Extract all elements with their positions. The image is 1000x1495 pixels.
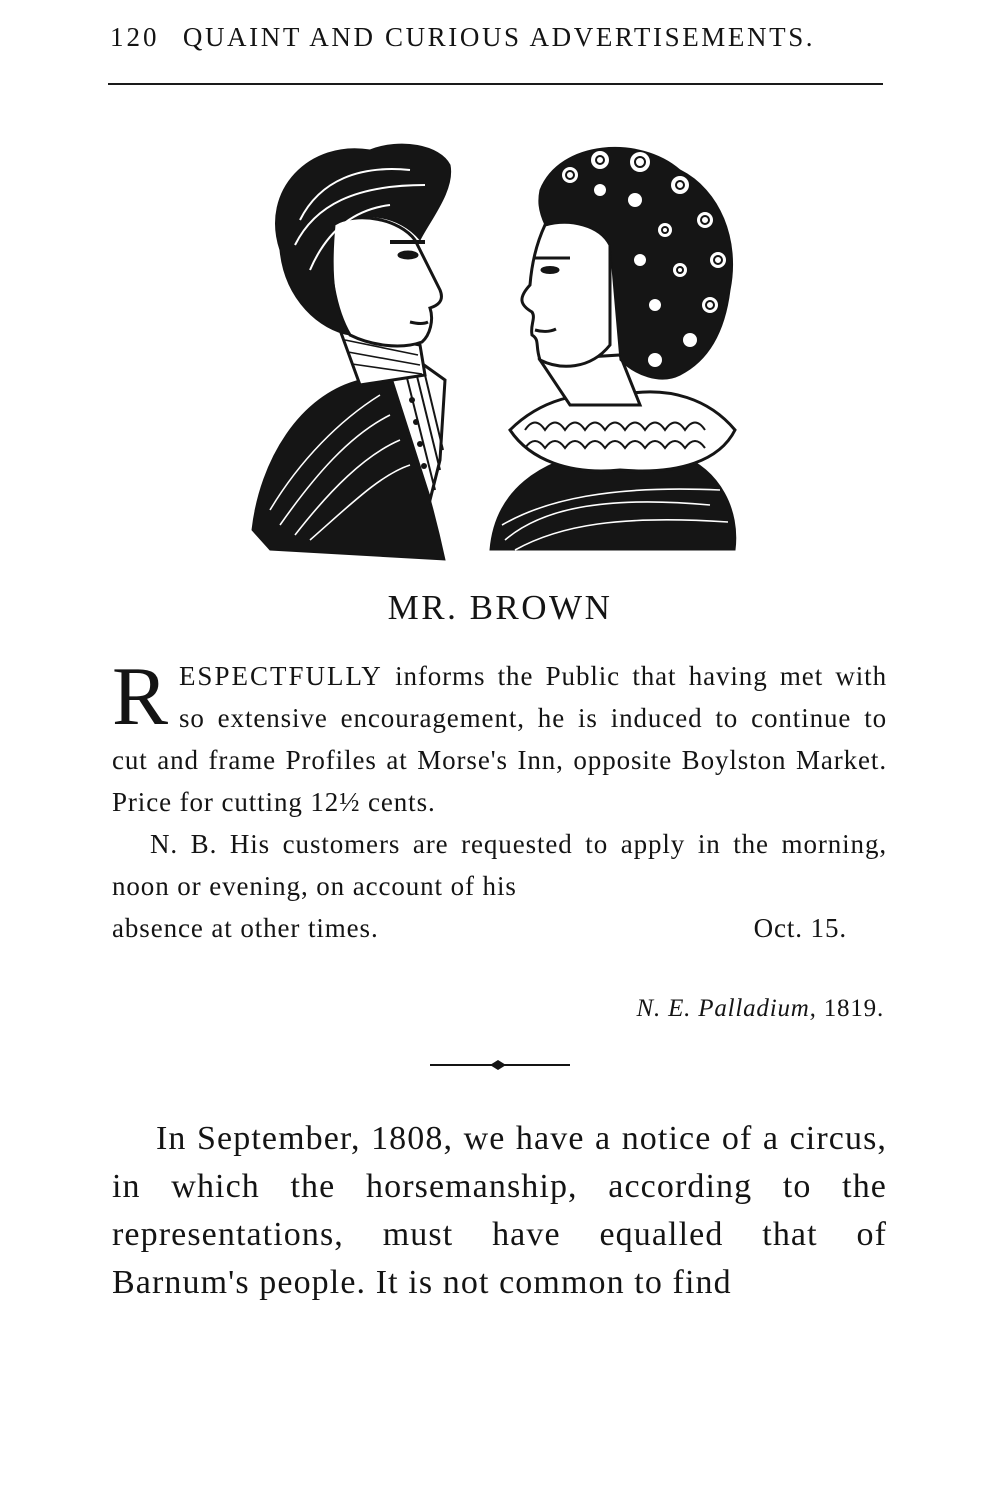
source-name: N. E. Palladium, <box>636 995 817 1022</box>
ad-date: Oct. 15. <box>753 913 847 943</box>
ad-title: MR. BROWN <box>387 588 613 627</box>
page-number: 120 <box>110 22 160 52</box>
ad-last-line <box>112 907 887 949</box>
ad-paragraph-1-text: informs the Public that having met with so extensive encouragement, he is induced to continue to cut and frame Profiles at Morse's Inn, opposite Boylston Market. Price for cutting 12½ cents. <box>112 661 887 817</box>
header-rule <box>108 83 883 85</box>
running-head <box>110 22 890 53</box>
section-ornament <box>430 1058 570 1072</box>
profiles-engraving <box>240 130 760 575</box>
woman-profile-engraving <box>490 147 736 550</box>
drop-cap: R <box>112 650 169 743</box>
lead-word: ESPECTFULLY <box>178 661 383 691</box>
ad-paragraph-2: N. B. His customers are requested to apply in the morning, noon or evening, on account of his <box>112 829 887 901</box>
body-text <box>112 1115 887 1307</box>
ad-source <box>0 995 884 1023</box>
advertisement-text <box>112 650 887 949</box>
source-year: 1819. <box>823 995 884 1022</box>
body-paragraph: In September, 1808, we have a notice of a circus, in which the horsemanship, according to the representations, must have equalled that of Barnum's people. It is not common to find <box>112 1120 887 1301</box>
man-profile-engraving <box>252 144 451 560</box>
running-title: QUAINT AND CURIOUS ADVERTISEMENTS. <box>182 22 816 52</box>
ad-paragraph-2-end: absence at other times. <box>112 913 379 943</box>
ad-paragraph-1 <box>112 650 887 823</box>
